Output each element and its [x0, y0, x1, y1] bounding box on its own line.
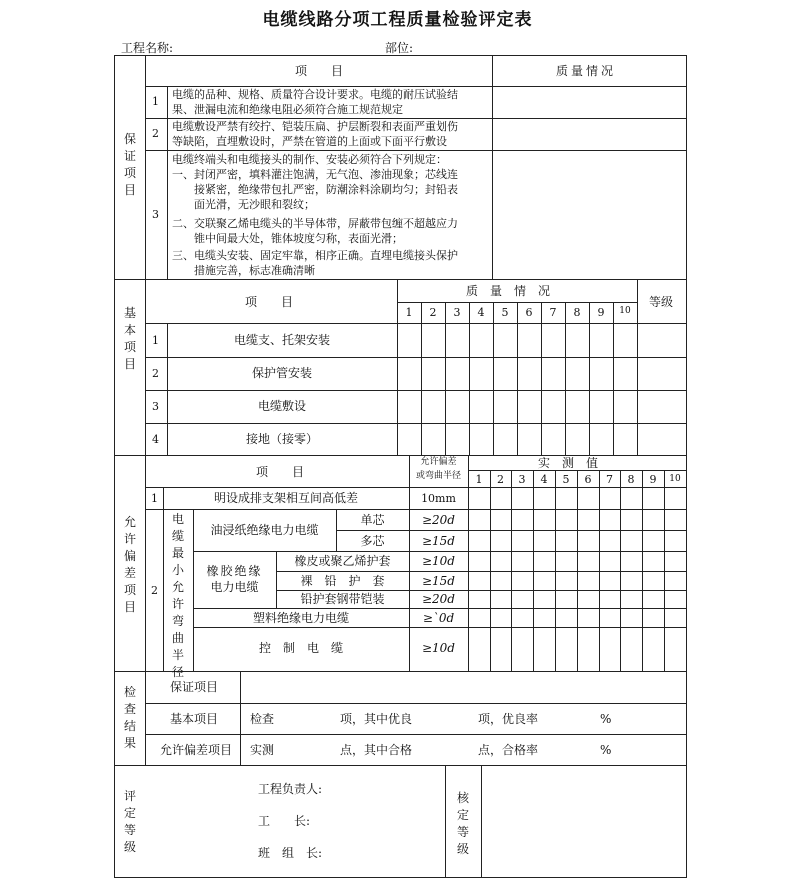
basic-row-1-no: 1: [152, 334, 159, 347]
tol-col-9: 9: [649, 473, 657, 486]
guarantee-row-3-text-6: 锥中间最大处，锥体坡度匀称，表面光滑；: [172, 232, 403, 245]
rubber-sheath-label: 橡皮或聚乙烯护套: [294, 554, 391, 568]
guarantee-row-3-no: 3: [152, 208, 159, 221]
basic-col-5: 5: [501, 306, 509, 319]
bare-lead-label: 裸 铅 护 套: [300, 574, 385, 588]
foreman-label: 工 长:: [258, 814, 311, 828]
basic-col-7: 7: [549, 306, 557, 319]
guarantee-row-2-text-1: 电缆敷设严禁有绞拧、铠装压扁、护层断裂和表面严重划伤: [172, 120, 458, 133]
check-tolerance-text-4: %: [600, 743, 612, 757]
guarantee-row-1-text-2: 果、泄漏电流和绝缘电阻必须符合施工规范规定: [172, 103, 403, 116]
plastic-cable-value: ≥`0d: [422, 611, 455, 625]
guarantee-row-3-text-7: 三、电缆头安装、固定牢靠，相序正确。直埋电缆接头保护: [172, 249, 458, 262]
check-guarantee-label: 保证项目: [170, 680, 219, 694]
basic-col-1: 1: [405, 306, 413, 319]
single-core-value: ≥20d: [421, 513, 455, 527]
bend-radius-label: 电缆最小允许弯曲半径: [171, 512, 184, 679]
multi-core-label: 多芯: [360, 534, 385, 548]
guarantee-row-2-text-2: 等缺陷，直埋敷设时，严禁在管道的上面或下面平行敷设: [172, 135, 447, 148]
guarantee-row-3-text-4: 面光滑，无沙眼和裂纹；: [172, 198, 315, 211]
basic-row-3-label: 电缆敷设: [257, 399, 306, 413]
basic-col-9: 9: [597, 306, 605, 319]
guarantee-row-3-text-5: 二、交联聚乙烯电缆头的半导体带，屏蔽带包缠不超越应力: [172, 217, 458, 230]
page-title: 电缆线路分项工程质量检验评定表: [262, 10, 533, 30]
tolerance-row-1-label: 明设成排支架相互间高低差: [213, 491, 358, 505]
tol-col-1: 1: [475, 473, 483, 486]
tol-col-2: 2: [497, 473, 504, 486]
check-tolerance-text-2: 点，其中合格: [340, 743, 413, 757]
tol-col-8: 8: [627, 473, 635, 486]
check-basic-text-1: 检查: [250, 712, 275, 726]
rubber-sheath-value: ≥10d: [421, 554, 455, 568]
basic-col-8: 8: [573, 306, 581, 319]
check-tolerance-label: 允许偏差项目: [160, 743, 233, 757]
rating-section-label: 评定等级: [123, 789, 136, 854]
tol-col-5: 5: [562, 473, 570, 486]
check-basic-text-3: 项，优良率: [478, 712, 539, 726]
basic-col-2: 2: [429, 306, 437, 319]
check-tolerance-text-3: 点，合格率: [478, 743, 539, 757]
basic-row-4-label: 接地（接零）: [245, 432, 318, 446]
check-basic-label: 基本项目: [170, 712, 219, 726]
guarantee-quality-header: 质量情况: [556, 64, 617, 78]
basic-row-3-no: 3: [152, 400, 159, 413]
guarantee-section-label: 保证项目: [123, 132, 136, 197]
tol-col-6: 6: [584, 473, 592, 486]
basic-row-1-label: 电缆支、托架安装: [233, 333, 330, 347]
guarantee-row-1-text-1: 电缆的品种、规格、质量符合设计要求。电缆的耐压试验结: [172, 88, 458, 101]
basic-col-6: 6: [525, 306, 533, 319]
check-basic-text-2: 项，其中优良: [340, 712, 413, 726]
multi-core-value: ≥15d: [421, 534, 455, 548]
basic-item-header: 项 目: [245, 295, 294, 309]
tolerance-section-label: 允许偏差项目: [123, 515, 136, 614]
single-core-label: 单芯: [360, 513, 385, 527]
basic-col-10: 10: [619, 306, 631, 316]
tol-col-10: 10: [669, 474, 681, 484]
verify-grade-label: 核定等级: [456, 791, 469, 856]
basic-col-3: 3: [453, 306, 461, 319]
tolerance-allow-header-2: 或弯曲半径: [415, 471, 461, 481]
location-label: 部位:: [385, 41, 414, 55]
oil-cable-label: 油浸纸绝缘电力电缆: [210, 523, 319, 537]
control-cable-label: 控 制 电 缆: [258, 641, 343, 655]
guarantee-row-1-no: 1: [152, 95, 159, 108]
guarantee-row-3-text-1: 电缆终端头和电缆接头的制作、安装必须符合下列规定：: [172, 153, 447, 166]
plastic-cable-label: 塑料绝缘电力电缆: [252, 611, 349, 625]
guarantee-row-3-text-8: 措施完善，标志准确清晰: [172, 264, 315, 277]
project-leader-label: 工程负责人:: [258, 782, 323, 796]
basic-row-2-no: 2: [152, 367, 159, 380]
basic-col-4: 4: [477, 306, 485, 319]
lead-steel-armor-label: 铅护套钢带铠装: [300, 592, 385, 606]
bare-lead-value: ≥15d: [421, 574, 455, 588]
basic-row-4-no: 4: [152, 433, 159, 446]
basic-quality-header: 质 量 情 况: [466, 284, 551, 298]
lead-steel-armor-value: ≥20d: [421, 592, 455, 606]
rubber-cable-label-1: 橡胶绝缘: [206, 564, 263, 578]
tol-col-4: 4: [540, 473, 548, 486]
basic-section-label: 基本项目: [123, 306, 136, 371]
control-cable-value: ≥10d: [421, 641, 455, 655]
guarantee-row-2-no: 2: [152, 127, 159, 140]
guarantee-row-3-text-2: 一、封闭严密，填料灌注饱满，无气泡、渗油现象；芯线连: [172, 168, 458, 181]
basic-row-2-label: 保护管安装: [251, 366, 312, 380]
rubber-cable-label-2: 电力电缆: [210, 580, 259, 594]
tolerance-row-1-value: 10mm: [421, 492, 456, 505]
basic-grade-header: 等级: [649, 295, 674, 309]
project-name-label: 工程名称:: [121, 41, 174, 55]
check-tolerance-text-1: 实测: [250, 743, 275, 757]
check-section-label: 检查结果: [123, 685, 136, 750]
tol-col-7: 7: [606, 473, 613, 486]
check-basic-text-4: %: [600, 712, 612, 726]
tolerance-allow-header-1: 允许偏差: [420, 457, 457, 467]
team-leader-label: 班 组 长:: [258, 846, 323, 860]
tolerance-measured-header: 实 测 值: [538, 456, 599, 470]
tolerance-row-1-no: 1: [151, 492, 158, 505]
tol-col-3: 3: [518, 473, 526, 486]
guarantee-item-header: 项 目: [295, 64, 344, 78]
tolerance-row-2-no: 2: [151, 584, 158, 597]
guarantee-row-3-text-3: 接紧密，绝缘带包扎严密，防潮涂料涂刷均匀；封铅表: [172, 183, 458, 196]
tolerance-item-header: 项 目: [256, 465, 305, 479]
